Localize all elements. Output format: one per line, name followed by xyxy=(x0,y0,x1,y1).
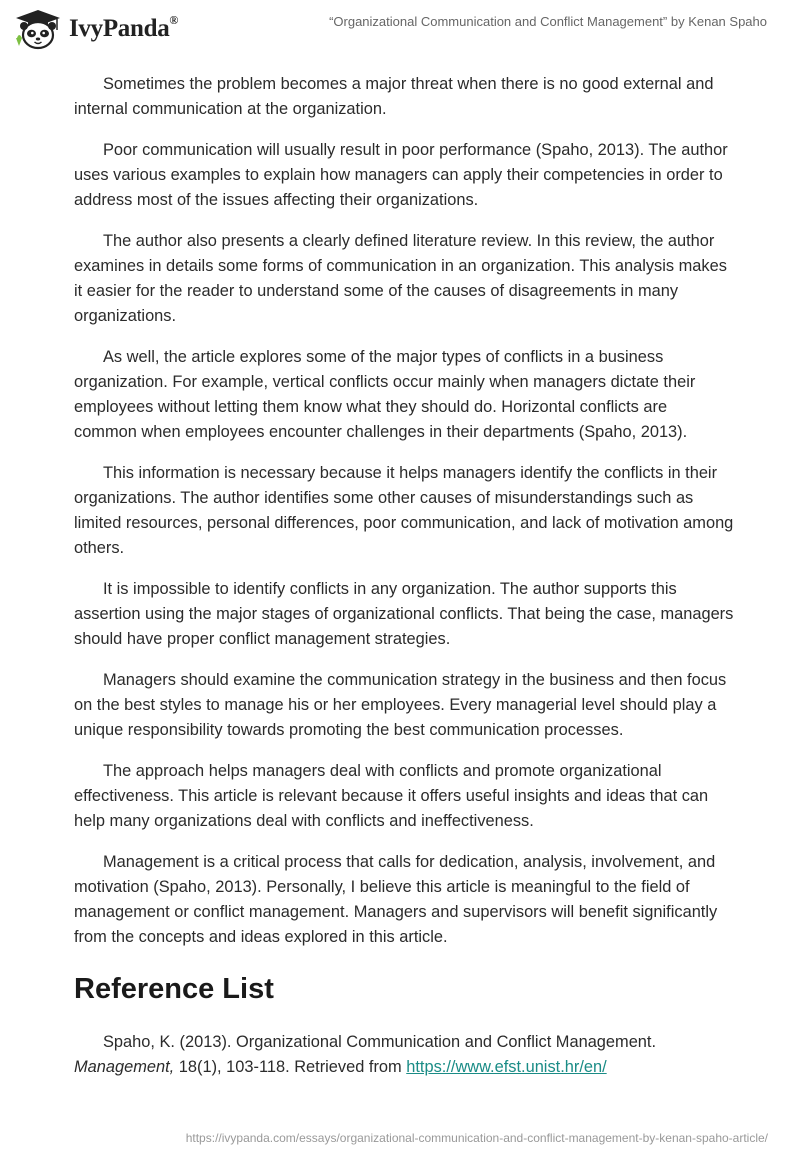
paragraph: Sometimes the problem becomes a major threat when there is no good external and internal communication at the organization. xyxy=(74,75,714,118)
reference-link[interactable]: https://www.efst.unist.hr/en/ xyxy=(406,1058,607,1076)
running-title: “Organizational Communication and Conflict Management” by Kenan Spaho xyxy=(329,14,767,29)
page-header xyxy=(0,0,800,60)
paragraph: The approach helps managers deal with conflicts and promote organizational effectiveness. This article is relevant because it offers useful insights and ideas that can help many organizations deal with conflicts and ineffectiveness. xyxy=(74,762,709,830)
reference-list-heading: Reference List xyxy=(74,973,274,1005)
reference-entry xyxy=(74,1030,734,1080)
footer-url: https://ivypanda.com/essays/organizational-communication-and-conflict-management-by-kenan-spaho-article/ xyxy=(185,1131,768,1145)
ivypanda-logo[interactable] xyxy=(13,8,203,50)
panda-graduate-icon xyxy=(13,8,63,50)
essay-body xyxy=(74,72,734,1096)
paragraph: It is impossible to identify conflicts in any organization. The author supports this assertion using the major stages of organizational conflicts. That being the case, managers should have proper conflict management strategies. xyxy=(74,580,734,648)
paragraph: Poor communication will usually result in poor performance (Spaho, 2013). The author uses various examples to explain how managers can apply their competencies in order to address most of the issues affecting their organizations. xyxy=(74,141,728,209)
reference-text: Spaho, K. (2013). Organizational Communication and Conflict Management. xyxy=(103,1033,657,1051)
paragraph: The author also presents a clearly defined literature review. In this review, the author examines in details some forms of communication in an organization. This analysis makes it easier for the reader to understand some of the causes of disagreements in many organizations. xyxy=(74,232,727,325)
paragraph: Managers should examine the communication strategy in the business and then focus on the best styles to manage his or her employees. Every managerial level should play a unique responsibility towards promoting the best communication processes. xyxy=(74,671,727,739)
paragraph: Management is a critical process that calls for dedication, analysis, involvement, and motivation (Spaho, 2013). Personally, I believe this article is meaningful to the field of management or conflict management. Managers and supervisors will benefit significantly from the concepts and ideas explored in this article. xyxy=(74,853,718,946)
paragraph: As well, the article explores some of the major types of conflicts in a business organization. For example, vertical conflicts occur mainly when managers dictate their employees without letting them know what they should do. Horizontal conflicts are common when employees encounter challenges in their departments (Spaho, 2013). xyxy=(74,348,696,441)
logo-wordmark: IvyPanda® xyxy=(69,13,179,42)
reference-details: 18(1), 103-118. Retrieved from xyxy=(174,1058,407,1076)
paragraph: This information is necessary because it helps managers identify the conflicts in their organizations. The author identifies some other causes of misunderstandings such as limited resources, personal differences, poor communication, and lack of motivation among others. xyxy=(74,464,734,557)
reference-journal: Management, xyxy=(74,1058,175,1076)
